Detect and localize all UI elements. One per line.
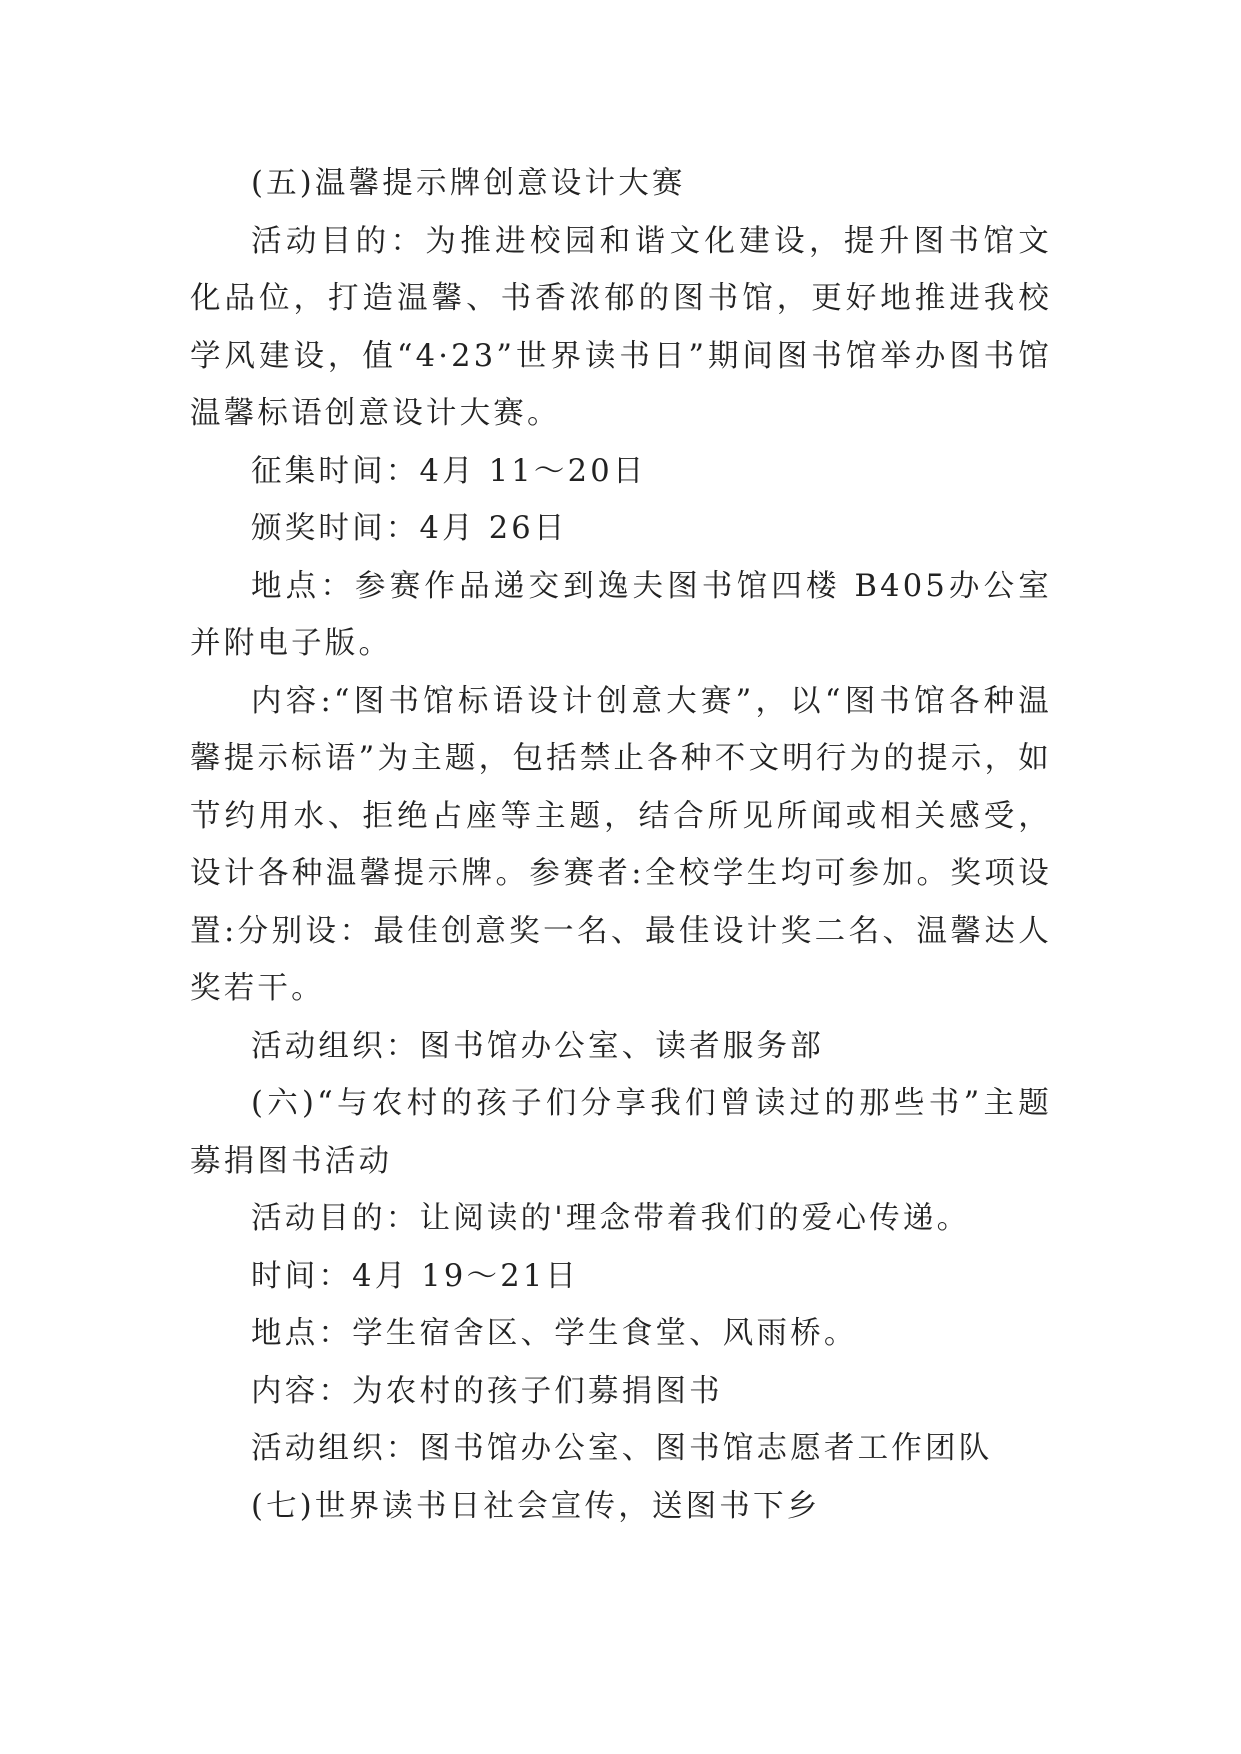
paragraph-organizer-six: 活动组织：图书馆办公室、图书馆志愿者工作团队 (251, 1431, 993, 1466)
section-heading-six: (六)“与农村的孩子们分享我们曾读过的那些书”主题募捐图书活动 (190, 1086, 1052, 1179)
paragraph-content: 内容:“图书馆标语设计创意大赛”，以“图书馆各种温馨提示标语”为主题，包括禁止各种不文明行为的提示，如节约用水、拒绝占座等主题，结合所见所闻或相关感受，设计各种温馨提示牌。参赛者:全校学生均可参加。奖项设置:分别设：最佳创意奖一名、最佳设计奖二名、温馨达人奖若干。 (190, 683, 1052, 1006)
section-heading-seven: (七)世界读书日社会宣传，送图书下乡 (251, 1488, 821, 1524)
paragraph-location: 地点：参赛作品递交到逸夫图书馆四楼 B405办公室并附电子版。 (190, 568, 1052, 661)
paragraph-organizer: 活动组织：图书馆办公室、读者服务部 (251, 1028, 824, 1064)
paragraph-location-six: 地点：学生宿舍区、学生食堂、风雨桥。 (251, 1316, 858, 1351)
paragraph-purpose-six: 活动目的：让阅读的'理念带着我们的爱心传递。 (251, 1201, 971, 1236)
paragraph-time-six: 时间：4月 19～21日 (251, 1258, 580, 1294)
paragraph-purpose: 活动目的：为推进校园和谐文化建设，提升图书馆文化品位，打造温馨、书香浓郁的图书馆，更好地推进我校学风建设，值“4·23”世界读书日”期间图书馆举办图书馆温馨标语创意设计大赛。 (190, 223, 1052, 431)
paragraph-collection-time: 征集时间：4月 11～20日 (251, 453, 647, 489)
paragraph-award-time: 颁奖时间：4月 26日 (251, 511, 568, 546)
section-heading-five: (五)温馨提示牌创意设计大赛 (251, 166, 686, 201)
paragraph-content-six: 内容：为农村的孩子们募捐图书 (251, 1373, 723, 1409)
document-body (190, 155, 1052, 1535)
